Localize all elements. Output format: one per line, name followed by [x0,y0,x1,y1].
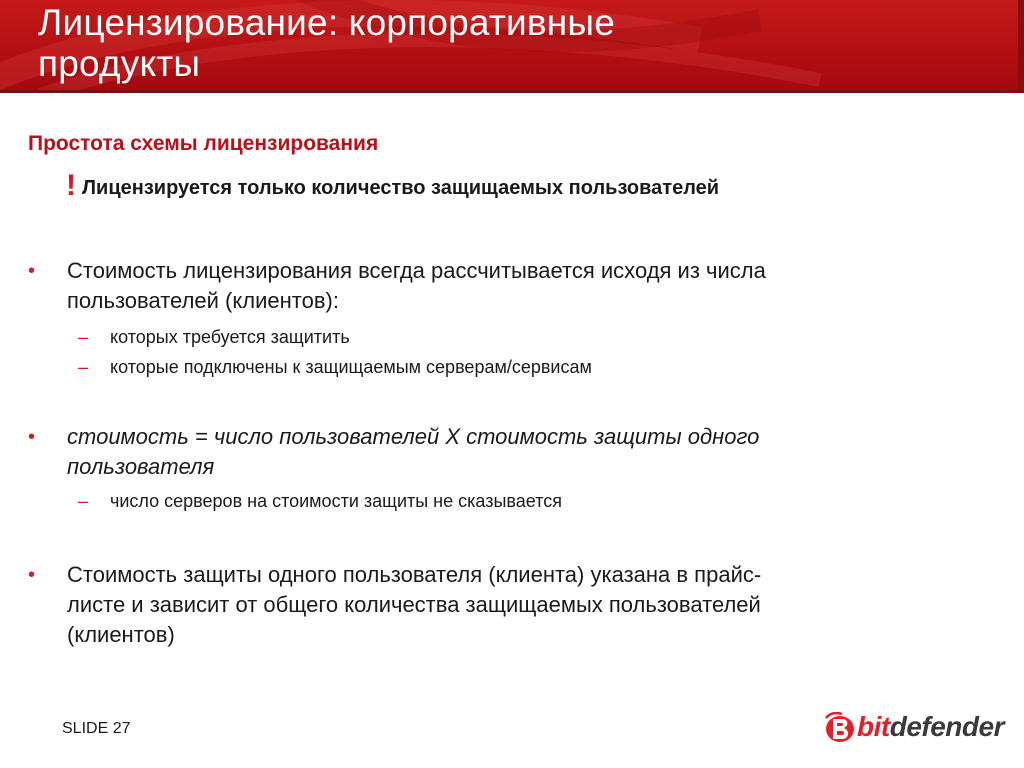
highlight-text: Лицензируется только количество защищаемых пользователей [82,177,720,199]
bullet-line: стоимость = число пользователей X стоимость защиты одного [67,424,760,449]
slide-number: SLIDE 27 [62,720,131,737]
sub-bullet-item [0,322,970,352]
exclamation-icon: ! [66,169,76,202]
bitdefender-logo [824,708,1010,748]
sub-bullet-text: которые подключены к защищаемым серверам/сервисам [110,357,592,377]
bullet-item [0,560,967,650]
bullet-line: пользователя [67,454,215,479]
bitdefender-wordmark [857,711,1004,743]
bullet-line: (клиентов) [67,622,175,647]
bullet-dot-icon: • [28,260,36,282]
dash-icon: – [78,327,89,347]
bullet-item [0,256,967,316]
highlight-statement [66,169,720,202]
dash-icon: – [78,491,89,511]
wordmark-defender: defender [889,711,1004,742]
slide-title-line-1: Лицензирование: корпоративные [38,2,615,43]
bullet-dot-icon: • [28,426,36,448]
wordmark-bit: bit [857,711,890,742]
bullet-line: Стоимость лицензирования всегда рассчитывается исходя из числа [67,258,766,283]
sub-bullet-item [0,486,970,516]
title-bar-edge [1018,0,1024,90]
bullet-line: листе и зависит от общего количества защищаемых пользователей [67,592,761,617]
sub-bullet-item [0,352,970,382]
bullet-list [0,256,1000,650]
bullet-line: пользователей (клиентов): [67,288,339,313]
bitdefender-logo-icon [824,712,858,744]
bullet-dot-icon: • [28,564,36,586]
section-subheading: Простота схемы лицензирования [28,132,379,155]
bullet-item [0,422,967,482]
title-bar [0,0,1024,93]
dash-icon: – [78,357,89,377]
sub-bullet-text: которых требуется защитить [110,327,350,347]
slide-title-line-2: продукты [38,43,201,84]
slide-title [38,2,615,84]
bullet-line: Стоимость защиты одного пользователя (клиента) указана в прайс- [67,562,762,587]
sub-bullet-text: число серверов на стоимости защиты не сказывается [110,491,562,511]
